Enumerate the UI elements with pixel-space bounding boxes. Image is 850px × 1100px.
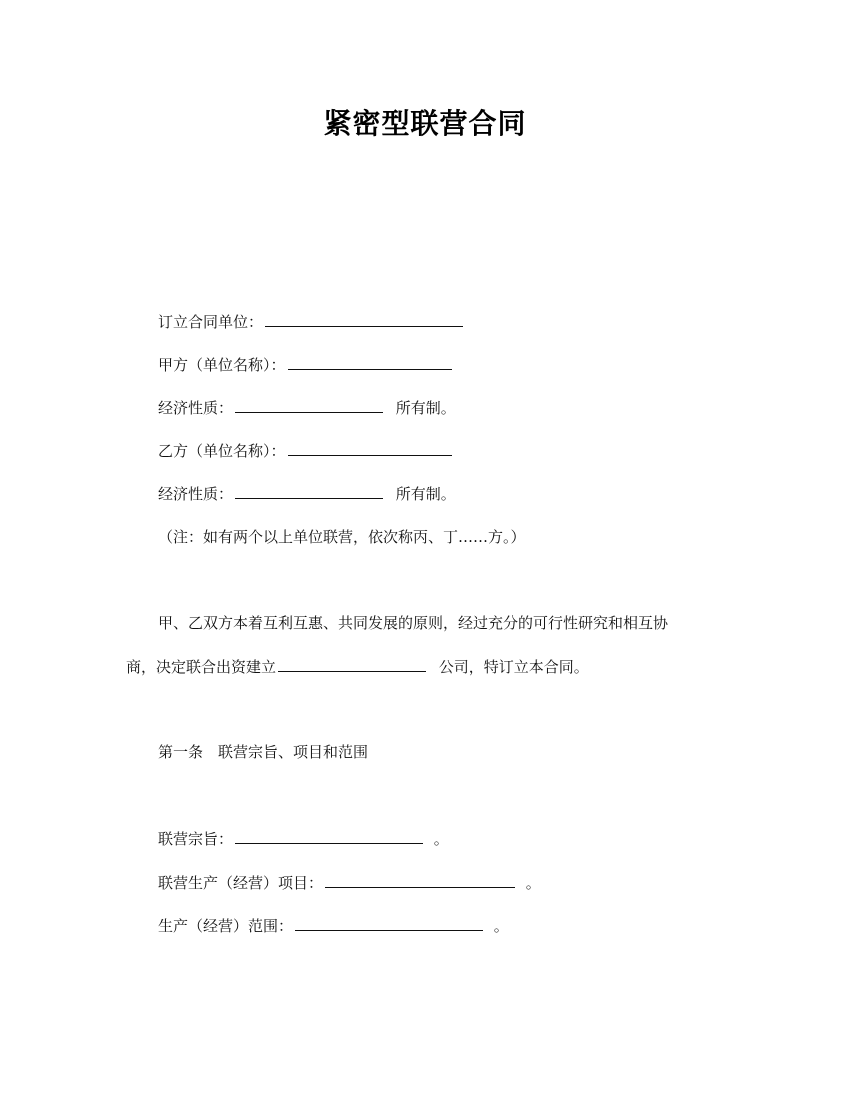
scope-label: 生产（经营）范围： (158, 917, 294, 935)
party-b-blank[interactable] (288, 441, 452, 456)
ownership-b-blank[interactable] (235, 484, 383, 499)
party-a-label: 甲方（单位名称）： (158, 356, 286, 374)
party-b-line (158, 441, 454, 461)
scope-blank[interactable] (295, 916, 483, 931)
note-line: （注：如有两个以上单位联营，依次称丙、丁……方。） (158, 528, 526, 546)
signing-unit-line (158, 312, 465, 332)
project-line (158, 873, 541, 893)
ownership-a-suffix: 所有制。 (395, 399, 456, 417)
ownership-a-label: 经济性质： (158, 399, 234, 417)
purpose-blank[interactable] (235, 829, 423, 844)
ownership-a-blank[interactable] (235, 398, 383, 413)
party-a-line (158, 355, 454, 375)
article-1-heading: 第一条 联营宗旨、项目和范围 (158, 743, 369, 761)
scope-suffix: 。 (493, 917, 509, 935)
project-suffix: 。 (525, 874, 541, 892)
ownership-a-line (158, 398, 456, 418)
ownership-b-label: 经济性质： (158, 485, 234, 503)
scope-line (158, 916, 509, 936)
party-a-blank[interactable] (288, 355, 452, 370)
ownership-b-suffix: 所有制。 (395, 485, 456, 503)
preamble-line-2-prefix: 商，决定联合出资建立 (126, 658, 277, 676)
purpose-line (158, 829, 449, 849)
preamble-line-2 (126, 657, 589, 677)
signing-unit-label: 订立合同单位： (158, 313, 264, 331)
party-b-label: 乙方（单位名称）： (158, 442, 286, 460)
purpose-label: 联营宗旨： (158, 830, 234, 848)
company-name-blank[interactable] (278, 657, 426, 672)
preamble-line-2-suffix: 公司，特订立本合同。 (438, 658, 589, 676)
project-label: 联营生产（经营）项目： (158, 874, 324, 892)
preamble-line-1: 甲、乙双方本着互利互惠、共同发展的原则，经过充分的可行性研究和相互协 (158, 614, 669, 632)
project-blank[interactable] (325, 873, 515, 888)
document-title: 紧密型联营合同 (323, 107, 527, 140)
signing-unit-blank[interactable] (265, 312, 463, 327)
ownership-b-line (158, 484, 456, 504)
purpose-suffix: 。 (433, 830, 449, 848)
